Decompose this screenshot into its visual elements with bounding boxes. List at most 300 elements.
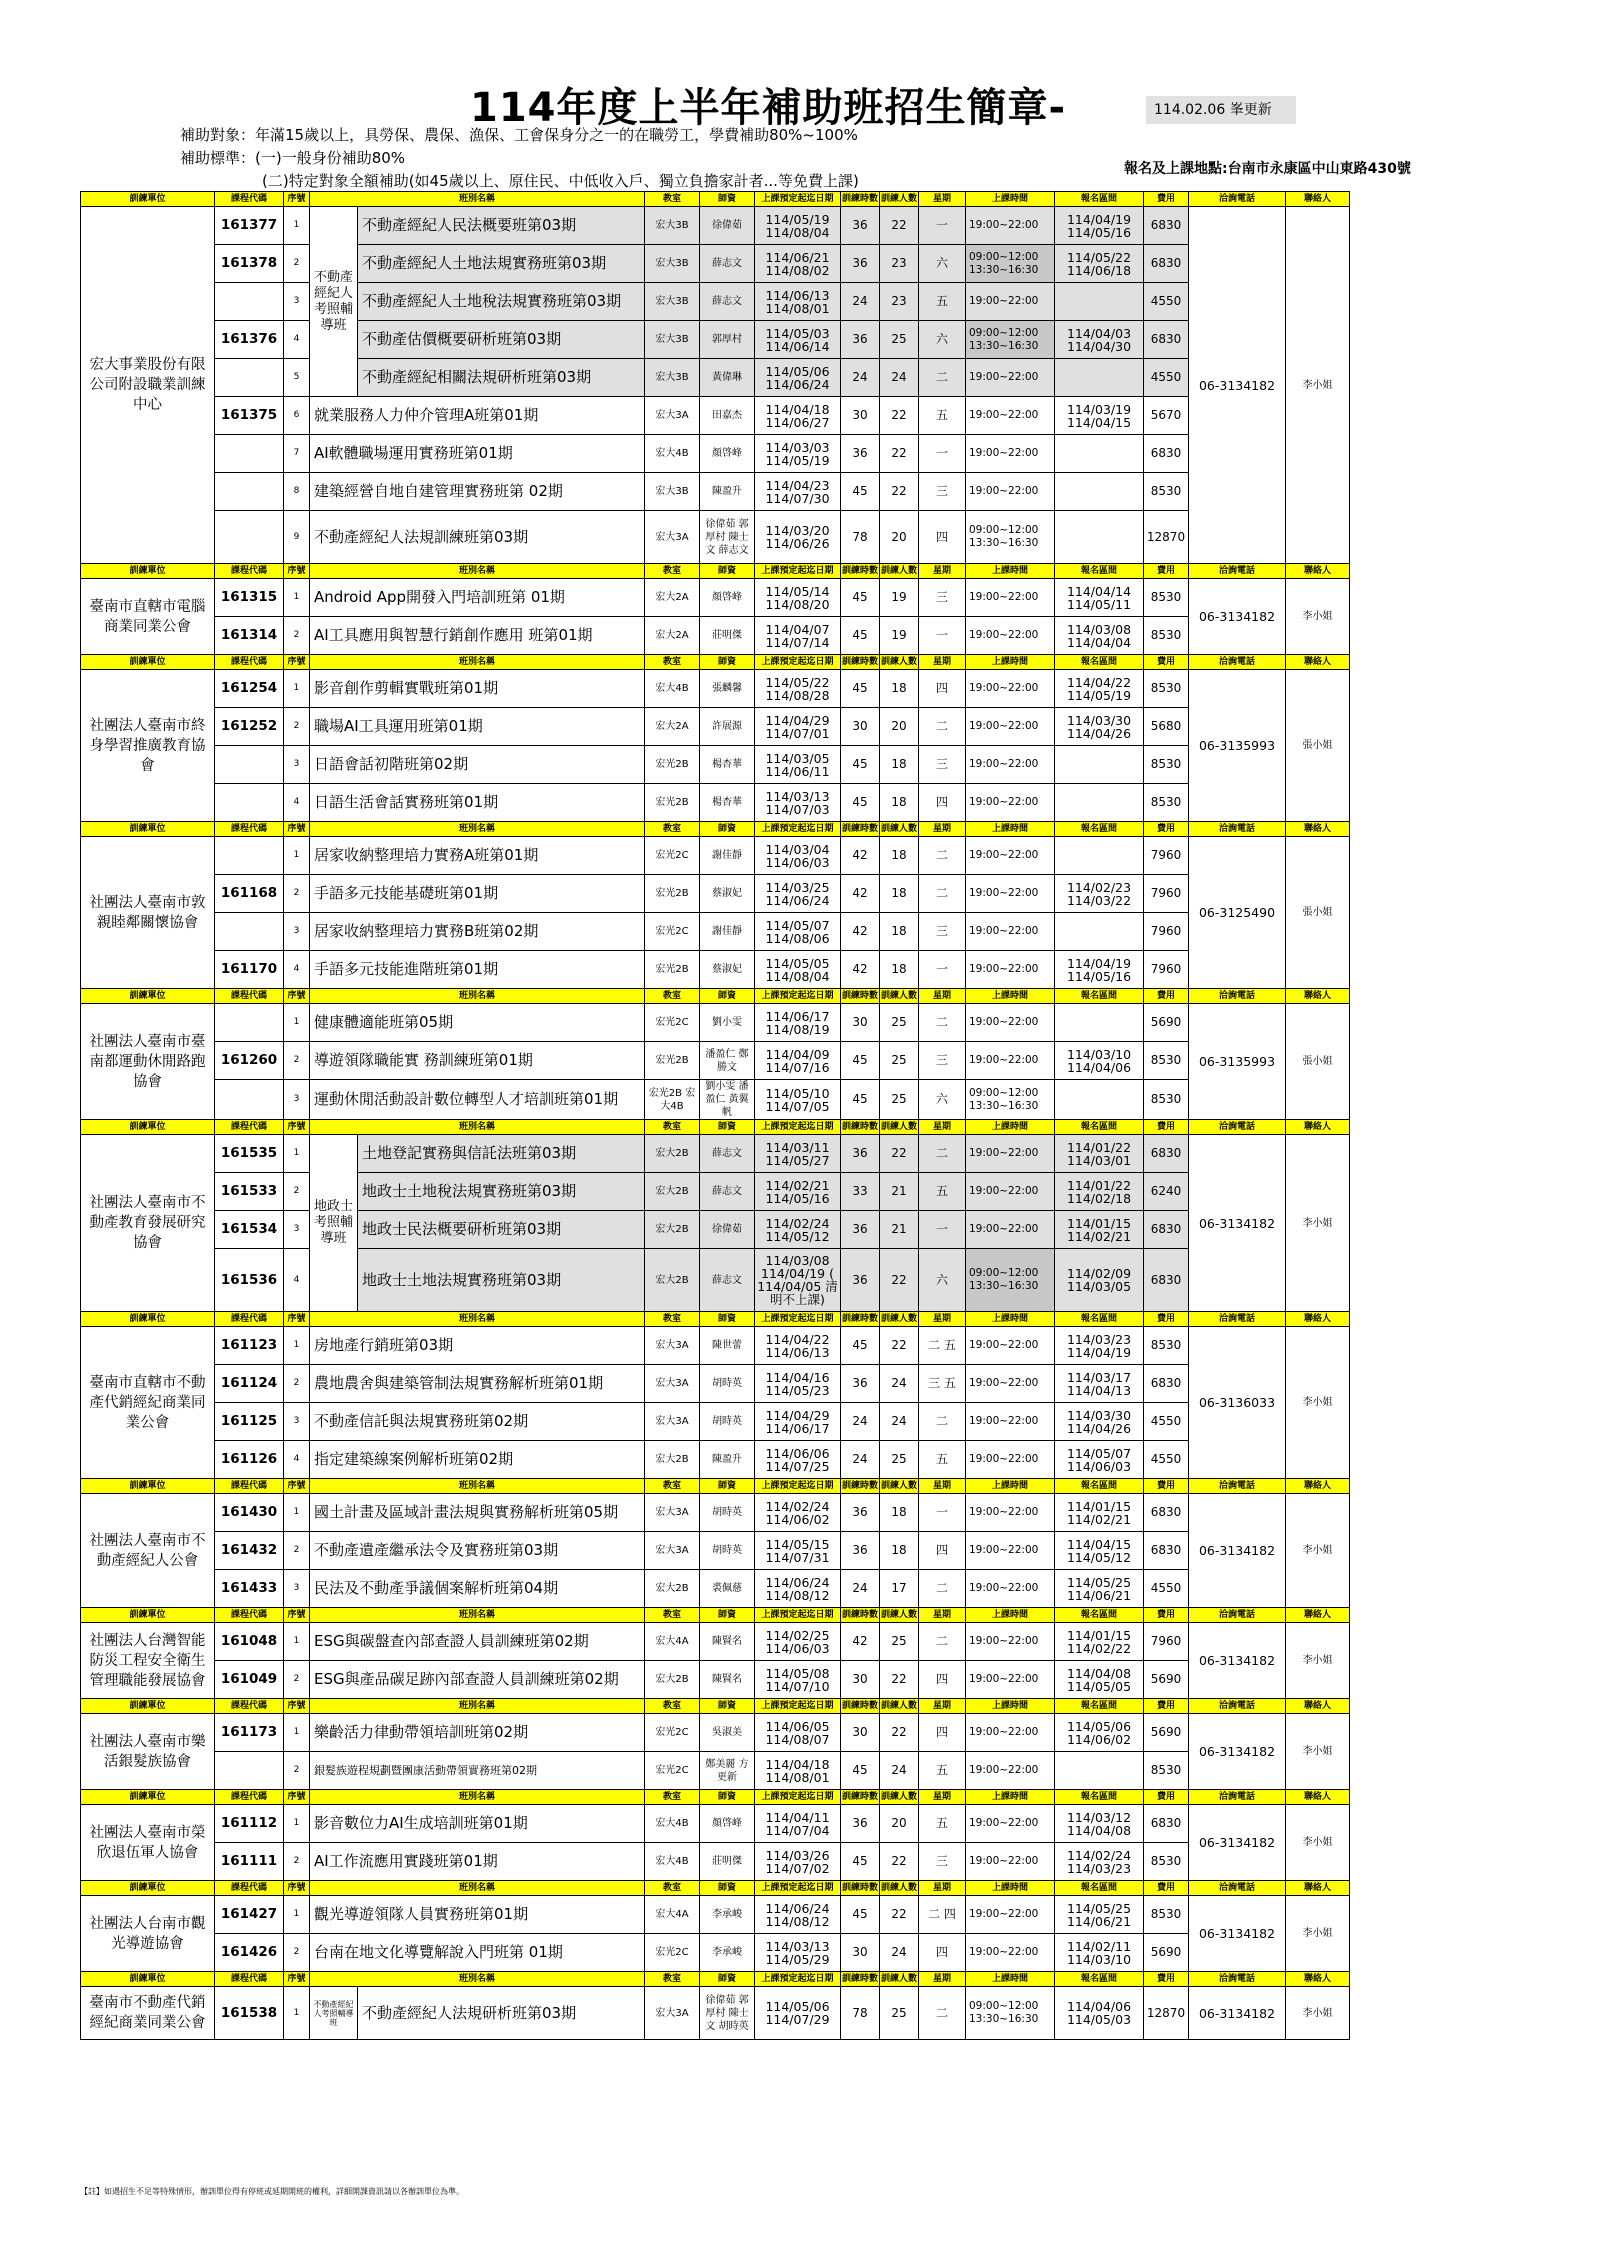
training-hours: 45 [841,1042,880,1080]
classroom: 宏大3A [645,1365,700,1403]
header-cell: 星期 [919,1972,966,1987]
contact-person: 李小姐 [1286,1805,1350,1881]
registration-period: 114/04/15 114/05/12 [1055,1532,1144,1570]
teacher: 薛志文 [700,245,755,283]
fee: 7960 [1144,875,1189,913]
class-dates: 114/06/17 114/08/19 [755,1004,841,1042]
training-people: 22 [880,1661,919,1699]
class-dates: 114/05/07 114/08/06 [755,913,841,951]
registration-period: 114/01/15 114/02/21 [1055,1211,1144,1249]
teacher: 劉小雯 潘盈仁 黃翼帆 [700,1080,755,1120]
course-code: 161534 [215,1211,284,1249]
seq-number: 3 [284,913,310,951]
class-time: 09:00~12:00 13:30~16:30 [966,1987,1055,2040]
course-code [215,913,284,951]
seq-number: 1 [284,837,310,875]
header-cell: 教室 [645,1790,700,1805]
header-cell: 上課預定起迄日期 [755,192,841,207]
table-header-row [81,1790,1350,1805]
header-cell: 教室 [645,1120,700,1135]
header-cell: 上課時間 [966,1790,1055,1805]
header-cell: 報名區間 [1055,822,1144,837]
course-code: 161173 [215,1714,284,1752]
seq-number: 1 [284,1987,310,2040]
training-unit: 社團法人臺南市臺南都運動休閒路跑協會 [81,1004,215,1120]
training-hours: 42 [841,951,880,989]
header-cell: 訓練人數 [880,1479,919,1494]
course-code: 161111 [215,1843,284,1881]
teacher: 薛志文 [700,1173,755,1211]
training-people: 21 [880,1211,919,1249]
course-name: AI工具應用與智慧行銷創作應用 班第01期 [310,617,645,655]
weekday: 一 [919,435,966,473]
fee: 8530 [1144,746,1189,784]
class-time: 09:00~12:00 13:30~16:30 [966,1080,1055,1120]
header-cell: 訓練時數 [841,1790,880,1805]
header-cell: 師資 [700,1699,755,1714]
header-cell: 上課預定起迄日期 [755,1479,841,1494]
training-hours: 42 [841,875,880,913]
fee: 5690 [1144,1934,1189,1972]
course-row [81,746,1350,784]
fee: 8530 [1144,617,1189,655]
header-cell: 上課預定起迄日期 [755,1699,841,1714]
classroom: 宏大2A [645,579,700,617]
classroom: 宏光2B [645,746,700,784]
class-time: 19:00~22:00 [966,1135,1055,1173]
training-hours: 36 [841,1249,880,1312]
header-cell: 聯絡人 [1286,1972,1350,1987]
contact-person: 李小姐 [1286,207,1350,564]
course-code: 161536 [215,1249,284,1312]
training-people: 22 [880,1714,919,1752]
seq-number: 1 [284,1135,310,1173]
header-cell: 訓練單位 [81,822,215,837]
course-code: 161254 [215,670,284,708]
class-time: 19:00~22:00 [966,1570,1055,1608]
contact-phone: 06-3135993 [1189,670,1286,822]
training-hours: 45 [841,579,880,617]
header-cell: 星期 [919,1479,966,1494]
fee: 12870 [1144,511,1189,564]
course-row [81,951,1350,989]
class-dates: 114/04/16 114/05/23 [755,1365,841,1403]
weekday: 一 [919,1211,966,1249]
class-time: 19:00~22:00 [966,1173,1055,1211]
header-cell: 上課預定起迄日期 [755,1972,841,1987]
contact-phone: 06-3134182 [1189,207,1286,564]
registration-period [1055,784,1144,822]
header-cell: 費用 [1144,1479,1189,1494]
seq-number: 3 [284,1211,310,1249]
course-row [81,1532,1350,1570]
class-dates: 114/02/24 114/05/12 [755,1211,841,1249]
class-time: 19:00~22:00 [966,617,1055,655]
seq-number: 4 [284,1249,310,1312]
weekday: 二 [919,359,966,397]
weekday: 二 [919,1135,966,1173]
intro-standard: 補助標準：(一)一般身份補助80% [180,149,406,167]
header-cell: 上課時間 [966,1699,1055,1714]
class-time: 19:00~22:00 [966,473,1055,511]
course-name: 運動休閒活動設計數位轉型人才培訓班第01期 [310,1080,645,1120]
seq-number: 2 [284,1173,310,1211]
header-cell: 聯絡人 [1286,822,1350,837]
seq-number: 3 [284,283,310,321]
contact-person: 李小姐 [1286,1135,1350,1312]
course-name: 地政士民法概要研析班第03期 [358,1211,645,1249]
seq-number: 7 [284,435,310,473]
course-name: 影音數位力AI生成培訓班第01期 [310,1805,645,1843]
classroom: 宏光2B [645,784,700,822]
header-cell: 上課時間 [966,1312,1055,1327]
fee: 8530 [1144,1752,1189,1790]
weekday: 四 [919,1532,966,1570]
seq-number: 4 [284,951,310,989]
contact-person: 李小姐 [1286,1896,1350,1972]
class-dates: 114/03/08 114/04/19 ( 114/04/05 清明不上課) [755,1249,841,1312]
fee: 6830 [1144,245,1189,283]
header-cell: 聯絡人 [1286,1120,1350,1135]
class-time: 09:00~12:00 13:30~16:30 [966,511,1055,564]
teacher: 蔡淑妃 [700,875,755,913]
class-dates: 114/05/19 114/08/04 [755,207,841,245]
training-people: 18 [880,875,919,913]
registration-period: 114/03/23 114/04/19 [1055,1327,1144,1365]
registration-period: 114/03/12 114/04/08 [1055,1805,1144,1843]
registration-period: 114/03/17 114/04/13 [1055,1365,1144,1403]
contact-person: 張小姐 [1286,1004,1350,1120]
seq-number: 4 [284,321,310,359]
header-cell: 序號 [284,1608,310,1623]
weekday: 六 [919,1080,966,1120]
teacher: 許展源 [700,708,755,746]
course-code: 161252 [215,708,284,746]
training-people: 18 [880,951,919,989]
teacher: 莊明傑 [700,1843,755,1881]
course-row [81,1403,1350,1441]
fee: 8530 [1144,1042,1189,1080]
course-row [81,1080,1350,1120]
course-row [81,207,1350,245]
contact-phone: 06-3134182 [1189,1805,1286,1881]
intro-eligibility: 補助對象：年滿15歲以上，具勞保、農保、漁保、工會保身分之一的在職勞工，學費補助80%~100% [180,126,858,144]
weekday: 二 [919,1403,966,1441]
class-dates: 114/06/05 114/08/07 [755,1714,841,1752]
course-name: 地政士土地法規實務班第03期 [358,1249,645,1312]
class-dates: 114/03/11 114/05/27 [755,1135,841,1173]
header-cell: 上課時間 [966,564,1055,579]
training-people: 18 [880,746,919,784]
header-cell: 洽詢電話 [1189,1120,1286,1135]
classroom: 宏大2B [645,1570,700,1608]
training-people: 23 [880,245,919,283]
class-dates: 114/03/13 114/07/03 [755,784,841,822]
training-people: 24 [880,1752,919,1790]
class-dates: 114/06/24 114/08/12 [755,1896,841,1934]
header-cell: 班別名稱 [310,655,645,670]
seq-number: 9 [284,511,310,564]
registration-period: 114/04/19 114/05/16 [1055,207,1144,245]
classroom: 宏大3B [645,283,700,321]
fee: 4550 [1144,1441,1189,1479]
course-code: 161427 [215,1896,284,1934]
training-people: 19 [880,579,919,617]
header-cell: 上課預定起迄日期 [755,1120,841,1135]
header-cell: 洽詢電話 [1189,1790,1286,1805]
header-cell: 洽詢電話 [1189,192,1286,207]
training-unit: 社團法人臺南市不動產教育發展研究協會 [81,1135,215,1312]
header-cell: 訓練單位 [81,1120,215,1135]
classroom: 宏大4A [645,1896,700,1934]
contact-person: 張小姐 [1286,670,1350,822]
header-cell: 聯絡人 [1286,1608,1350,1623]
weekday: 二 [919,837,966,875]
course-code: 161112 [215,1805,284,1843]
course-row [81,1211,1350,1249]
header-cell: 課程代碼 [215,1972,284,1987]
header-cell: 序號 [284,1972,310,1987]
weekday: 二 四 [919,1896,966,1934]
classroom: 宏大4A [645,1623,700,1661]
header-cell: 訓練時數 [841,1479,880,1494]
course-name: 影音創作剪輯實戰班第01期 [310,670,645,708]
registration-period [1055,913,1144,951]
seq-number: 2 [284,1365,310,1403]
course-row [81,913,1350,951]
fee: 5690 [1144,1004,1189,1042]
course-row [81,1173,1350,1211]
header-cell: 星期 [919,822,966,837]
header-cell: 洽詢電話 [1189,1972,1286,1987]
header-cell: 上課時間 [966,989,1055,1004]
course-row [81,245,1350,283]
class-time: 09:00~12:00 13:30~16:30 [966,245,1055,283]
seq-number: 8 [284,473,310,511]
training-unit: 社團法人臺南市終身學習推廣教育協會 [81,670,215,822]
seq-number: 4 [284,1441,310,1479]
training-hours: 30 [841,1934,880,1972]
fee: 5670 [1144,397,1189,435]
class-time: 19:00~22:00 [966,579,1055,617]
training-hours: 30 [841,708,880,746]
seq-number: 2 [284,1042,310,1080]
course-code: 161123 [215,1327,284,1365]
teacher: 薛志文 [700,1249,755,1312]
course-row [81,1441,1350,1479]
weekday: 二 [919,708,966,746]
course-row [81,1987,1350,2040]
training-unit: 宏大事業股份有限公司附設職業訓練中心 [81,207,215,564]
registration-period: 114/04/06 114/05/03 [1055,1987,1144,2040]
header-cell: 師資 [700,1479,755,1494]
course-code: 161168 [215,875,284,913]
registration-period: 114/04/22 114/05/19 [1055,670,1144,708]
contact-phone: 06-3134182 [1189,1896,1286,1972]
training-unit: 臺南市直轄市電腦商業同業公會 [81,579,215,655]
seq-number: 1 [284,1623,310,1661]
header-cell: 上課預定起迄日期 [755,1608,841,1623]
header-cell: 訓練單位 [81,1479,215,1494]
header-cell: 上課時間 [966,1120,1055,1135]
registration-period: 114/01/22 114/03/01 [1055,1135,1144,1173]
training-hours: 30 [841,1714,880,1752]
training-people: 25 [880,1042,919,1080]
class-time: 19:00~22:00 [966,397,1055,435]
header-cell: 報名區間 [1055,1972,1144,1987]
training-people: 24 [880,1365,919,1403]
header-cell: 費用 [1144,192,1189,207]
seq-number: 2 [284,708,310,746]
course-name: 台南在地文化導覽解說入門班第 01期 [310,1934,645,1972]
header-cell: 訓練時數 [841,1608,880,1623]
header-cell: 序號 [284,1479,310,1494]
registration-period: 114/05/22 114/06/18 [1055,245,1144,283]
training-hours: 36 [841,1365,880,1403]
header-cell: 洽詢電話 [1189,989,1286,1004]
seq-number: 2 [284,245,310,283]
weekday: 四 [919,784,966,822]
classroom: 宏大3A [645,397,700,435]
header-cell: 課程代碼 [215,1120,284,1135]
table-header-row [81,1120,1350,1135]
class-time: 19:00~22:00 [966,1004,1055,1042]
header-cell: 班別名稱 [310,1120,645,1135]
fee: 5680 [1144,708,1189,746]
table-header-row [81,989,1350,1004]
header-cell: 訓練時數 [841,1120,880,1135]
class-dates: 114/04/29 114/07/01 [755,708,841,746]
classroom: 宏大3A [645,1987,700,2040]
header-cell: 師資 [700,822,755,837]
header-cell: 上課時間 [966,822,1055,837]
course-table [80,191,1350,2040]
training-people: 18 [880,913,919,951]
seq-number: 2 [284,1532,310,1570]
course-code [215,283,284,321]
header-cell: 星期 [919,989,966,1004]
classroom: 宏大3A [645,1403,700,1441]
training-hours: 78 [841,511,880,564]
course-name: 不動產經紀人土地稅法規實務班第03期 [358,283,645,321]
course-row [81,1042,1350,1080]
fee: 6830 [1144,321,1189,359]
header-cell: 聯絡人 [1286,1699,1350,1714]
course-row [81,1805,1350,1843]
seq-number: 2 [284,617,310,655]
weekday: 三 五 [919,1365,966,1403]
weekday: 三 [919,1042,966,1080]
course-code: 161535 [215,1135,284,1173]
contact-person: 李小姐 [1286,1327,1350,1479]
training-hours: 36 [841,1532,880,1570]
weekday: 六 [919,245,966,283]
course-name: 不動產遺產繼承法令及實務班第03期 [310,1532,645,1570]
training-unit: 社團法人臺南市樂活銀髮族協會 [81,1714,215,1790]
weekday: 三 [919,473,966,511]
header-cell: 班別名稱 [310,1790,645,1805]
teacher: 黃偉琳 [700,359,755,397]
course-group: 不動產經紀人考照輔導班 [310,1987,358,2040]
fee: 8530 [1144,1080,1189,1120]
course-row [81,1327,1350,1365]
header-cell: 聯絡人 [1286,564,1350,579]
header-cell: 序號 [284,989,310,1004]
seq-number: 3 [284,1570,310,1608]
class-dates: 114/03/03 114/05/19 [755,435,841,473]
training-people: 25 [880,1623,919,1661]
teacher: 張麟馨 [700,670,755,708]
course-row [81,1752,1350,1790]
header-cell: 課程代碼 [215,564,284,579]
teacher: 李承峻 [700,1896,755,1934]
class-dates: 114/05/15 114/07/31 [755,1532,841,1570]
header-cell: 星期 [919,1699,966,1714]
class-dates: 114/02/25 114/06/03 [755,1623,841,1661]
course-name: 日語生活會話實務班第01期 [310,784,645,822]
header-cell: 師資 [700,192,755,207]
course-code [215,359,284,397]
training-hours: 36 [841,1494,880,1532]
course-code: 161377 [215,207,284,245]
header-cell: 洽詢電話 [1189,1479,1286,1494]
weekday: 五 [919,1173,966,1211]
header-cell: 序號 [284,192,310,207]
course-row [81,1896,1350,1934]
course-row [81,511,1350,564]
header-cell: 報名區間 [1055,1312,1144,1327]
seq-number: 2 [284,1934,310,1972]
weekday: 三 [919,913,966,951]
fee: 4550 [1144,1403,1189,1441]
course-code [215,837,284,875]
course-code [215,473,284,511]
table-header-row [81,192,1350,207]
course-code [215,511,284,564]
classroom: 宏大2B [645,1441,700,1479]
teacher: 徐偉茹 [700,1211,755,1249]
training-hours: 42 [841,913,880,951]
registration-period: 114/05/06 114/06/02 [1055,1714,1144,1752]
header-cell: 課程代碼 [215,655,284,670]
class-dates: 114/05/08 114/07/10 [755,1661,841,1699]
fee: 6830 [1144,1249,1189,1312]
course-name: 不動產信託與法規實務班第02期 [310,1403,645,1441]
class-time: 19:00~22:00 [966,951,1055,989]
course-name: 銀髮族遊程規劃暨團康活動帶領實務班第02期 [310,1752,645,1790]
registration-period: 114/02/23 114/03/22 [1055,875,1144,913]
fee: 4550 [1144,283,1189,321]
fee: 7960 [1144,1623,1189,1661]
table-header-row [81,1972,1350,1987]
course-code: 161378 [215,245,284,283]
address: 報名及上課地點:台南市永康區中山東路430號 [1124,161,1411,177]
class-time: 19:00~22:00 [966,1327,1055,1365]
class-dates: 114/03/26 114/07/02 [755,1843,841,1881]
course-row [81,359,1350,397]
weekday: 六 [919,1249,966,1312]
classroom: 宏大4B [645,670,700,708]
header-cell: 訓練人數 [880,822,919,837]
weekday: 四 [919,1661,966,1699]
class-time: 19:00~22:00 [966,746,1055,784]
class-dates: 114/04/18 114/06/27 [755,397,841,435]
registration-period: 114/02/24 114/03/23 [1055,1843,1144,1881]
course-name: 國土計畫及區域計畫法規與實務解析班第05期 [310,1494,645,1532]
header-cell: 費用 [1144,1881,1189,1896]
header-cell: 訓練人數 [880,655,919,670]
registration-period [1055,1080,1144,1120]
